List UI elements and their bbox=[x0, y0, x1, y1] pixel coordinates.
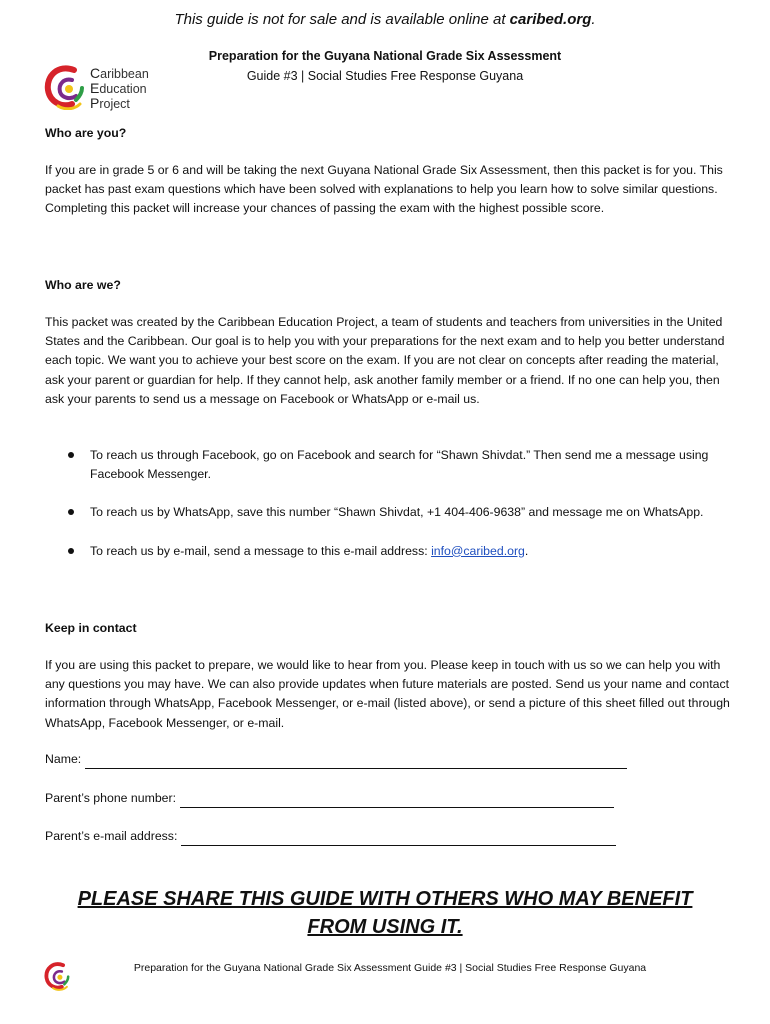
bullet-facebook: To reach us through Facebook, go on Facebook and search for “Shawn Shivdat.” Then send me a message using Facebook Messenger. bbox=[45, 446, 730, 484]
heading-who-are-we: Who are we? bbox=[45, 278, 121, 292]
paragraph-keep-in-contact: If you are using this packet to prepare, we would like to hear from you. Please keep in touch with us so we can help you with any questions you may have. We can also provide updates when future materials are posted. Send us your name and contact information through WhatsApp, Facebook Messenger, or e-mail (listed above), or send a picture of this sheet filled out through WhatsApp, Facebook Messenger, or e-mail. bbox=[45, 658, 730, 730]
bullet-email: To reach us by e-mail, send a message to this e-mail address: info@caribed.org. bbox=[45, 542, 730, 561]
name-label: Name: bbox=[45, 752, 82, 766]
name-input-line[interactable] bbox=[85, 754, 627, 769]
email-label: Parent’s e-mail address: bbox=[45, 829, 178, 843]
phone-label: Parent’s phone number: bbox=[45, 791, 177, 805]
cta-line-1: PLEASE SHARE THIS GUIDE WITH OTHERS WHO MAY BENEFIT bbox=[77, 888, 693, 910]
cta-line-2: FROM USING IT. bbox=[307, 916, 463, 938]
contact-methods-list bbox=[45, 446, 730, 561]
paragraph-who-are-we: This packet was created by the Caribbean Education Project, a team of students and teachers from universities in the United States and the Caribbean. Our goal is to help you with your preparations for the next exam and to help you better understand each topic. We want you to achieve your best score on the exam. If you are not clear on concepts after reading the material, ask your parent or guardian for help. If they cannot help, ask another family member or a friend. If no one can help you, then ask your parents to send us a message on Facebook or WhatsApp or e-mail us. bbox=[45, 315, 725, 406]
email-input-line[interactable] bbox=[181, 831, 616, 846]
document-title: Preparation for the Guyana National Grade Six Assessment bbox=[208, 49, 562, 63]
name-field-row bbox=[45, 750, 627, 769]
caribbean-education-project-logo bbox=[44, 64, 164, 112]
page-footer: Preparation for the Guyana National Grade Six Assessment Guide #3 | Social Studies Free Response Guyana bbox=[133, 962, 647, 974]
paragraph-who-are-you: If you are in grade 5 or 6 and will be taking the next Guyana National Grade Six Assessment, then this packet is for you. This packet has past exam questions which have been solved with explanations to help you learn how to solve similar questions. Completing this packet will increase your chances of passing the exam with the highest possible score. bbox=[45, 163, 723, 216]
banner-text: This guide is not for sale and is available online at bbox=[174, 11, 510, 28]
heading-keep-in-contact: Keep in contact bbox=[45, 621, 137, 635]
share-call-to-action bbox=[0, 885, 770, 941]
availability-banner bbox=[0, 11, 770, 28]
email-link[interactable]: info@caribed.org bbox=[431, 543, 525, 558]
document-subtitle: Guide #3 | Social Studies Free Response Guyana bbox=[246, 69, 524, 83]
email-field-row bbox=[45, 827, 616, 846]
heading-who-are-you: Who are you? bbox=[45, 126, 127, 140]
logo-swirl-icon bbox=[44, 64, 88, 110]
bullet-whatsapp: To reach us by WhatsApp, save this number “Shawn Shivdat, +1 404-406-9638” and message me on WhatsApp. bbox=[45, 503, 730, 522]
banner-site: caribed.org bbox=[509, 11, 592, 28]
logo-wordmark: Caribbean Education Project bbox=[90, 65, 149, 111]
banner-suffix: . bbox=[591, 11, 596, 28]
footer-logo-icon bbox=[44, 961, 72, 991]
phone-field-row bbox=[45, 789, 614, 808]
phone-input-line[interactable] bbox=[180, 793, 614, 808]
